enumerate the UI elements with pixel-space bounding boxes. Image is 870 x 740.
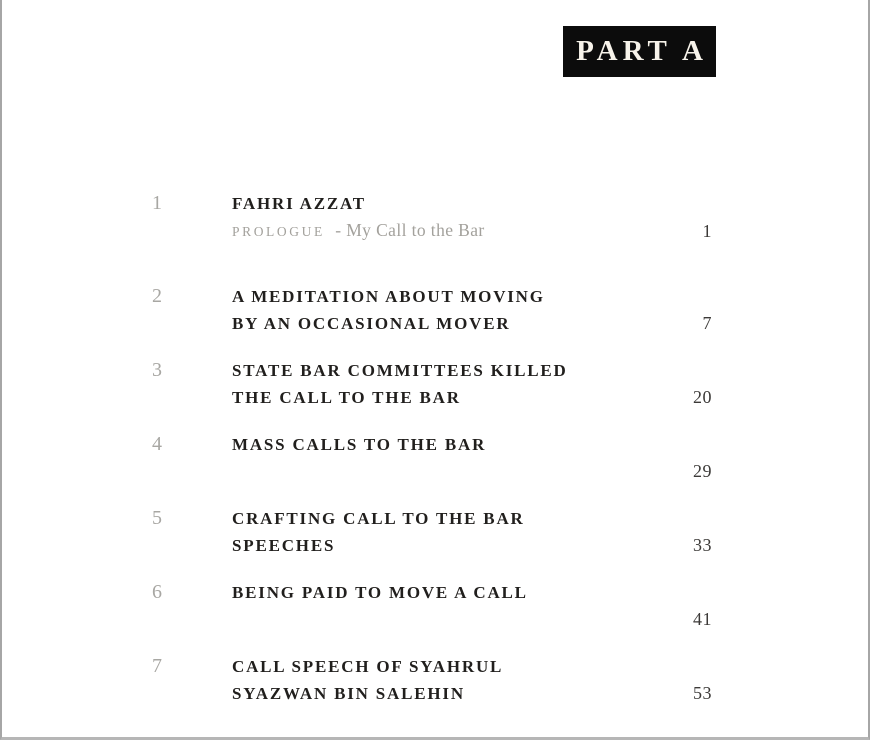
table-of-contents: [152, 190, 712, 727]
part-banner-label: PART A: [576, 35, 708, 67]
chapter-page-number: 33: [693, 535, 712, 555]
toc-entry: [152, 505, 712, 559]
chapter-title: [232, 190, 703, 245]
chapter-page-number: 29: [693, 461, 712, 481]
chapter-number: 7: [152, 655, 162, 677]
chapter-title-line: BEING PAID TO MOVE A CALL: [232, 583, 528, 602]
chapter-page-number: 53: [693, 683, 712, 703]
chapter-title-line: FAHRI AZZAT: [232, 194, 366, 213]
chapter-title-line: A MEDITATION ABOUT MOVING: [232, 287, 545, 306]
chapter-subtitle-text: - My Call to the Bar: [335, 220, 485, 240]
chapter-page-number: 41: [693, 609, 712, 629]
chapter-number: 6: [152, 581, 162, 603]
chapter-title-line: CALL SPEECH OF SYAHRUL: [232, 657, 504, 676]
chapter-title-line: SPEECHES: [232, 536, 336, 555]
chapter-subtitle-prefix: PROLOGUE: [232, 224, 325, 239]
chapter-title-line: BY AN OCCASIONAL MOVER: [232, 314, 511, 333]
toc-entry: [152, 431, 712, 485]
part-banner: [563, 26, 716, 77]
chapter-page-number: 1: [702, 221, 712, 241]
chapter-title-line: SYAZWAN BIN SALEHIN: [232, 684, 465, 703]
chapter-title-line: STATE BAR COMMITTEES KILLED: [232, 361, 568, 380]
toc-entry: [152, 357, 712, 411]
chapter-number: 2: [152, 285, 162, 307]
chapter-number: 3: [152, 359, 162, 381]
chapter-title-line: MASS CALLS TO THE BAR: [232, 435, 487, 454]
toc-entry: [152, 283, 712, 337]
toc-entry: [152, 653, 712, 707]
chapter-title: [232, 283, 703, 337]
chapter-title: [232, 431, 693, 485]
chapter-title: [232, 653, 693, 707]
chapter-title-line: CRAFTING CALL TO THE BAR: [232, 509, 525, 528]
chapter-title-line: THE CALL TO THE BAR: [232, 388, 461, 407]
chapter-page-number: 7: [702, 313, 712, 333]
toc-entry: [152, 190, 712, 245]
chapter-number: 5: [152, 507, 162, 529]
chapter-number: 1: [152, 192, 162, 214]
chapter-title: [232, 579, 693, 633]
toc-entry: [152, 579, 712, 633]
chapter-page-number: 20: [693, 387, 712, 407]
chapter-title: [232, 505, 693, 559]
chapter-number: 4: [152, 433, 162, 455]
chapter-subtitle: [232, 217, 703, 245]
chapter-title: [232, 357, 693, 411]
